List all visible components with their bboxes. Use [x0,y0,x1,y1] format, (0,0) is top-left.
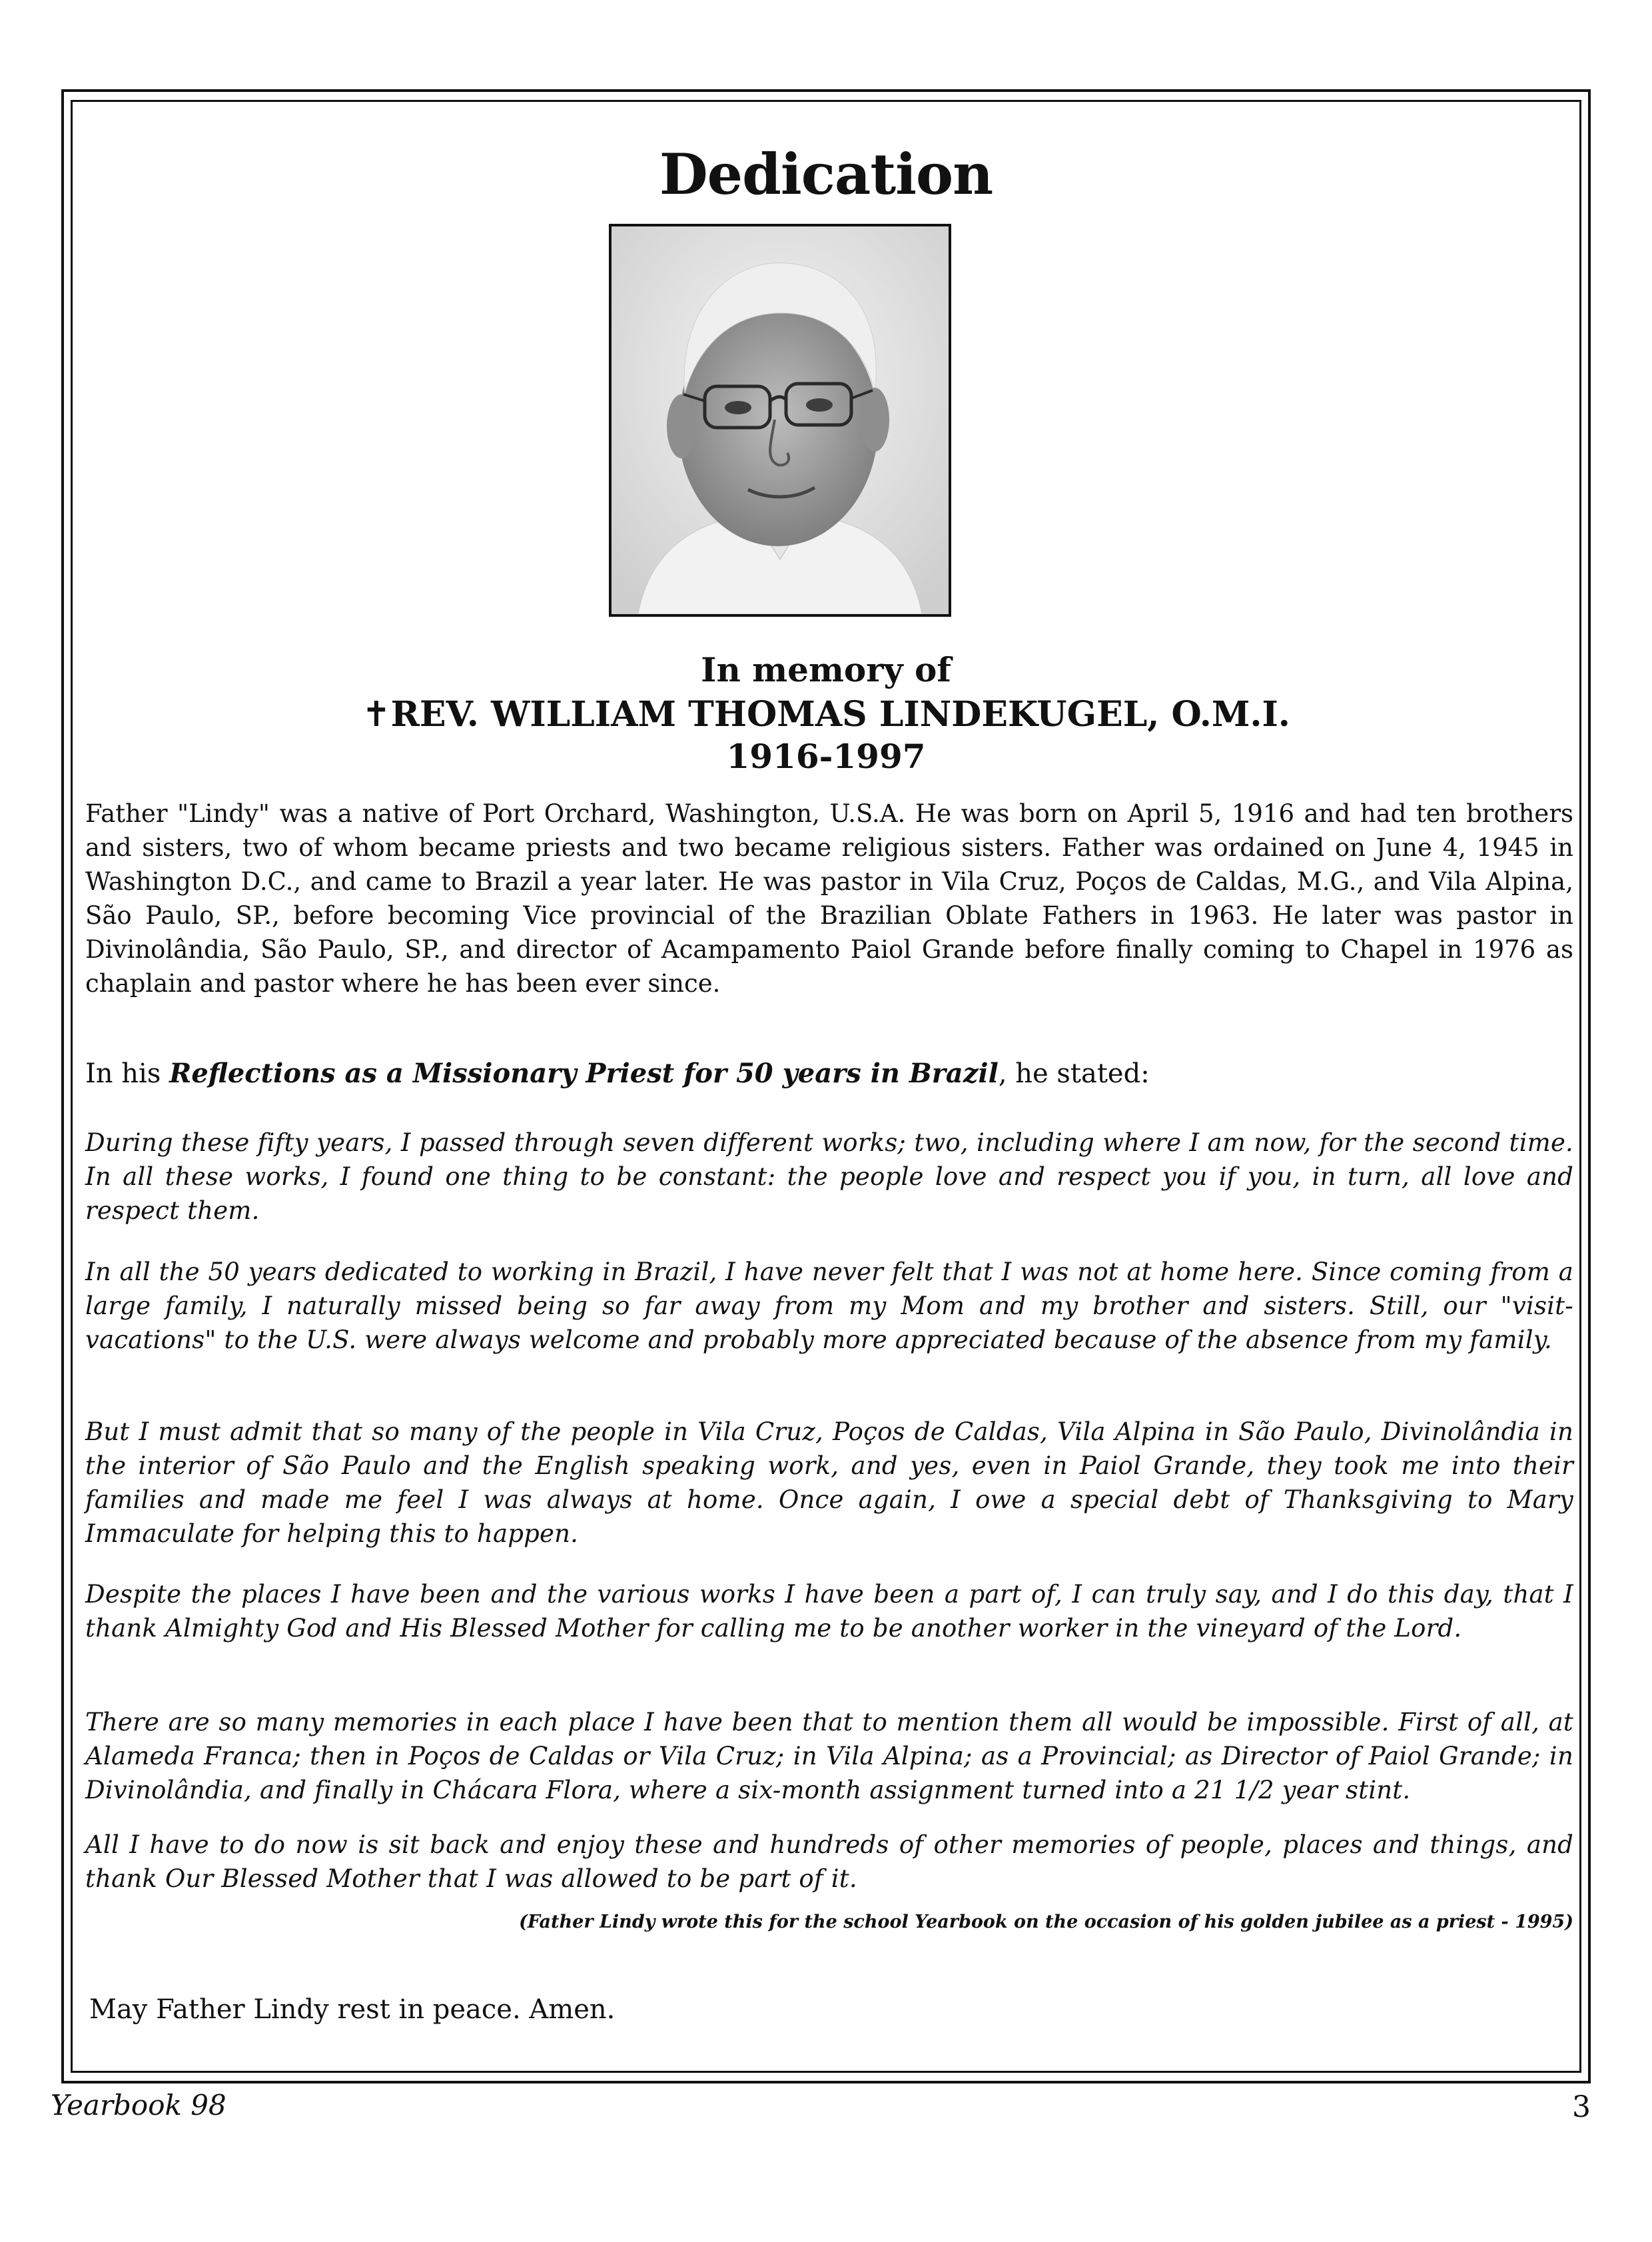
page-number: 3 [1572,2090,1591,2124]
biography-paragraph: Father "Lindy" was a native of Port Orchard, Washington, U.S.A. He was born on April 5, 1916 and had ten brothers and sisters, two of whom became priests and two became religious sisters. Father was ordained on June 4, 1945 in Washington D.C., and came to Brazil a year later. He was pastor in Vila Cruz, Poços de Caldas, M.G., and Vila Alpina, São Paulo, SP., before becoming Vice provincial of the Brazilian Oblate Fathers in 1963. He later was pastor in Divinolândia, São Paulo, SP., and director of Acampamento Paiol Grande before finally coming to Chapel in 1976 as chaplain and pastor where he has been ever since. [85,799,1573,998]
honoree-name: REV. WILLIAM THOMAS LINDEKUGEL, O.M.I. [390,694,1290,735]
quote-paragraph: Despite the places I have been and the various works I have been a part of, I can truly say, and I do this day, that I thank Almighty God and His Blessed Mother for calling me to be another worker in the vineyard of the Lord. [85,1580,1573,1643]
memorial-heading: In memory of [701,650,951,689]
footer-publication: Yearbook 98 [51,2089,226,2121]
life-years: 1916-1997 [726,737,926,776]
intro-tail: , he stated: [998,1058,1150,1089]
quote-paragraph: During these fifty years, I passed through seven different works; two, including where I am now, for the second time. In all these works, I found one thing to be constant: the people love and respect you if you, in turn, all love and respect them. [85,1128,1573,1225]
quote-paragraph: In all the 50 years dedicated to working in Brazil, I have never felt that I was not at home here. Since coming from a large family, I naturally missed being so far away from my Mom and my brother and sisters. Still, our "visit-vacations" to the U.S. were always welcome and probably more appreciated because of the absence from my family. [85,1258,1573,1354]
quote-credit: (Father Lindy wrote this for the school Yearbook on the occasion of his golden jubilee as a priest - 1995) [519,1912,1573,1932]
closing-prayer: May Father Lindy rest in peace. Amen. [89,1994,616,2025]
quote-paragraph: All I have to do now is sit back and enjoy these and hundreds of other memories of people, places and things, and thank Our Blessed Mother that I was allowed to be part of it. [85,1830,1573,1893]
reflections-intro [85,1056,1573,1091]
honoree-name-line [0,694,1652,735]
cross-icon: ✝ [362,695,391,735]
book-title: Reflections as a Missionary Priest for 50 years in Brazil [169,1058,999,1089]
portrait-photo [609,224,951,617]
page-title: Dedication [659,141,993,207]
quote-paragraph: But I must admit that so many of the people in Vila Cruz, Poços de Caldas, Vila Alpina in São Paulo, Divinolândia in the interior of São Paulo and the English speaking work, and yes, even in Paiol Grande, they took me into their families and made me feel I was always at home. Once again, I owe a special debt of Thanksgiving to Mary Immaculate for helping this to happen. [85,1417,1573,1548]
intro-lead: In his [85,1058,170,1089]
quote-paragraph: There are so many memories in each place I have been that to mention them all would be impossible. First of all, at Alameda Franca; then in Poços de Caldas or Vila Cruz; in Vila Alpina; as a Provincial; as Director of Paiol Grande; in Divinolândia, and finally in Chácara Flora, where a six-month assignment turned into a 21 1/2 year stint. [85,1708,1573,1804]
portrait-illustration [612,226,949,614]
